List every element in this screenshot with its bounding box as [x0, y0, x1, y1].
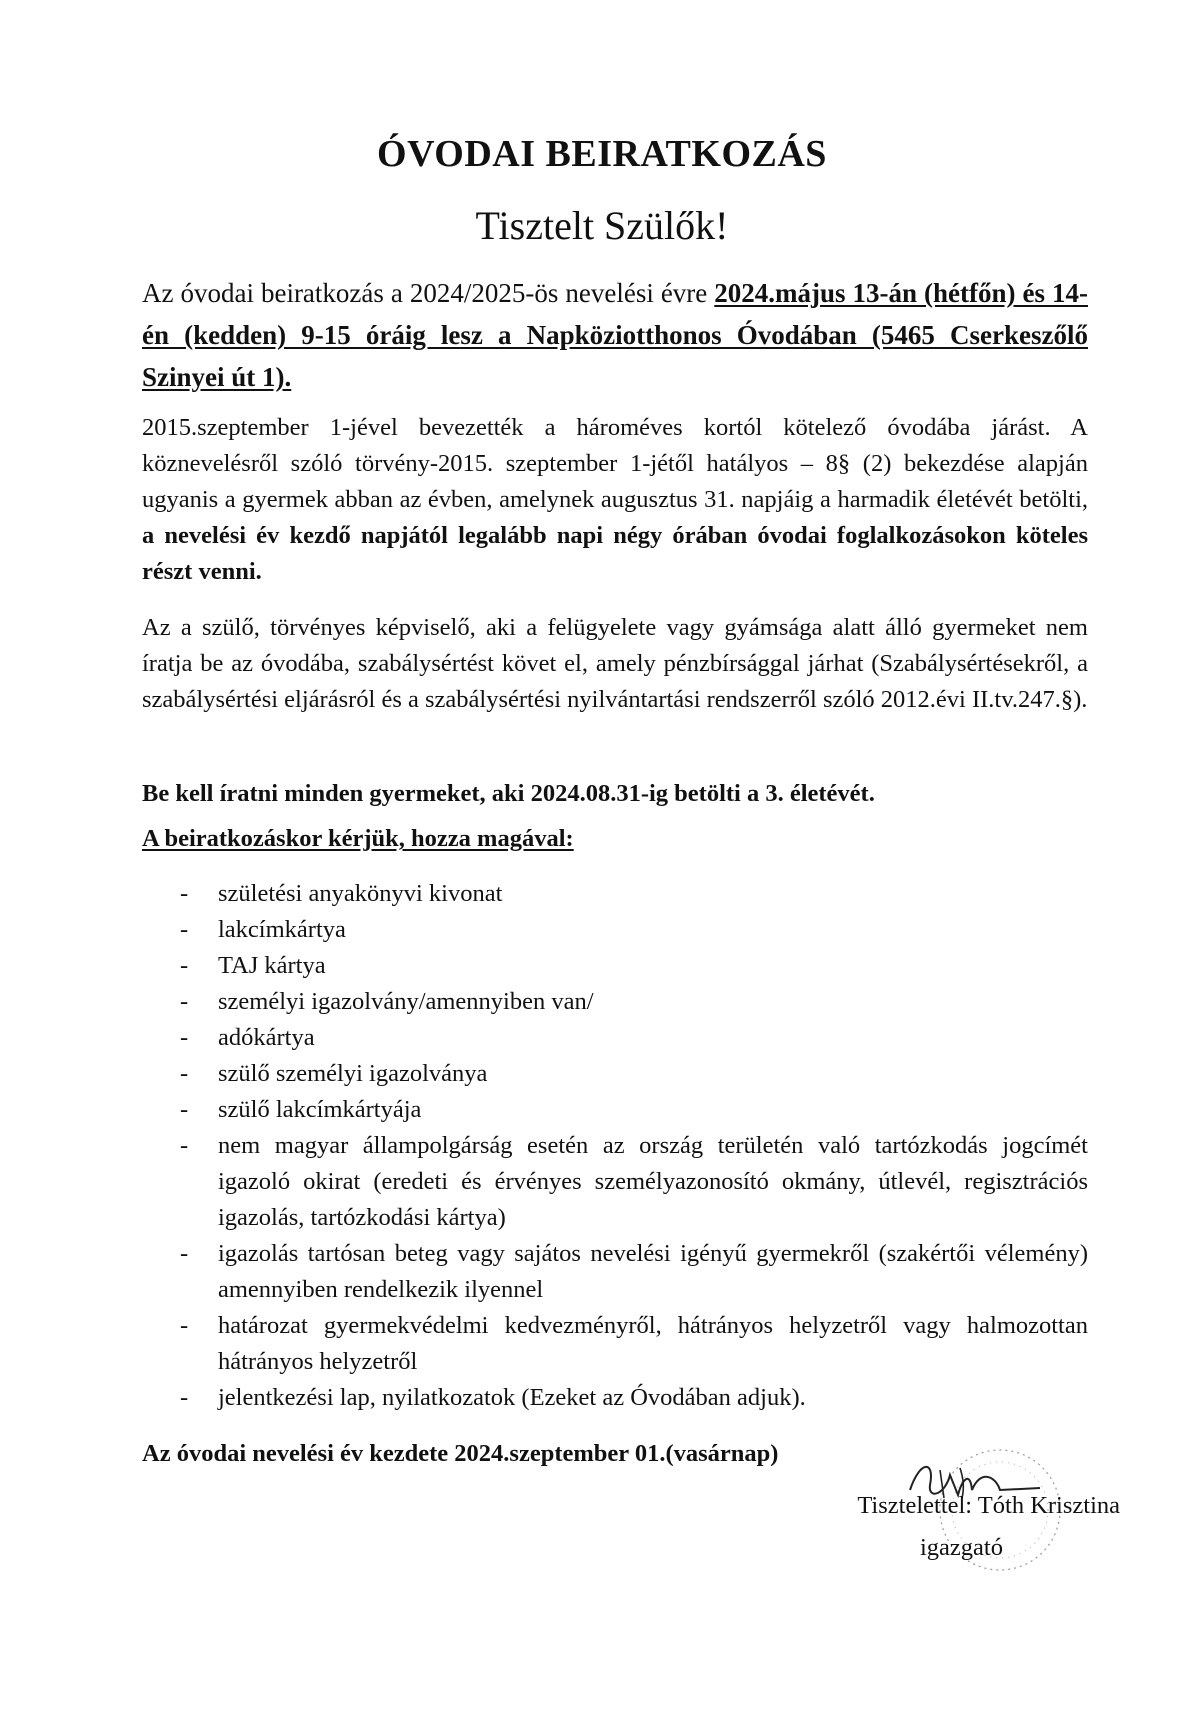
list-dash: - — [180, 988, 189, 1015]
list-dash: - — [180, 1060, 189, 1087]
list-item: - igazolás tartósan beteg vagy sajátos nevelési igényű gyermekről (szakértői vélemény) amennyiben rendelkezik ilyennel — [142, 1236, 1088, 1308]
law-obligation: a nevelési év kezdő napjától legalább napi négy órában óvodai foglalkozásokon köteles részt venni. — [142, 522, 1088, 585]
intro-paragraph — [142, 272, 1088, 398]
list-dash: - — [180, 1240, 189, 1267]
requirement-statement: Be kell íratni minden gyermeket, aki 2024.08.31-ig betölti a 3. életévét. — [142, 780, 875, 807]
school-year-start: Az óvodai nevelési év kezdete 2024.szeptember 01.(vasárnap) — [142, 1440, 779, 1467]
list-item: - adókártya — [142, 1020, 1088, 1056]
document-title: ÓVODAI BEIRATKOZÁS — [377, 133, 827, 175]
list-dash: - — [180, 1024, 189, 1051]
law-text: 2015.szeptember 1-jével bevezették a hároméves kortól kötelező óvodába járást. A köznevelésről szóló törvény-2015. szeptember 1-jétől hatályos – 8§ (2) bekezdése alapján ugyanis a gyermek abban az évben, amelynek augusztus 31. napjáig a harmadik életévét betölti, — [142, 414, 1088, 513]
list-dash: - — [180, 880, 189, 907]
list-dash: - — [180, 1132, 189, 1159]
enrollment-date-location: 2024.május 13-án (hétfőn) és 14-én (kedden) 9-15 óráig lesz a Napköziotthonos Óvodában (5465 Cserkeszőlő Szinyei út 1). — [142, 278, 1088, 392]
list-dash: - — [180, 1384, 189, 1411]
list-dash: - — [180, 916, 189, 943]
greeting: Tisztelt Szülők! — [475, 203, 729, 248]
list-item: - személyi igazolvány/amennyiben van/ — [142, 984, 1088, 1020]
list-item: - nem magyar állampolgárság esetén az ország területén való tartózkodás jogcímét igazoló okirat (eredeti és érvényes személyazonosító okmány, útlevél, regisztrációs igazolás, tartózkodási kártya) — [142, 1128, 1088, 1236]
list-dash: - — [180, 1312, 189, 1339]
penalty-paragraph: Az a szülő, törvényes képviselő, aki a felügyelete vagy gyámsága alatt álló gyermeket nem íratja be az óvodába, szabálysértést követ el, amely pénzbírsággal járhat (Szabálysértésekről, a szabálysértési eljárásról és a szabálysértési nyilvántartási rendszerről szóló 2012.évi II.tv.247.§). — [142, 614, 1088, 713]
list-dash: - — [180, 1096, 189, 1123]
list-item: - szülő lakcímkártyája — [142, 1092, 1088, 1128]
list-item: - szülő személyi igazolványa — [142, 1056, 1088, 1092]
closing-signature: Tisztelettel: Tóth Krisztina — [857, 1492, 1120, 1519]
list-item: - határozat gyermekvédelmi kedvezményről, hátrányos helyzetről vagy halmozottan hátrányos helyzetről — [142, 1308, 1088, 1380]
signer-title: igazgató — [920, 1534, 1003, 1561]
list-item: - születési anyakönyvi kivonat — [142, 876, 1088, 912]
list-item: - lakcímkártya — [142, 912, 1088, 948]
documents-list — [142, 876, 1088, 1416]
list-item: - jelentkezési lap, nyilatkozatok (Ezeket az Óvodában adjuk). — [142, 1380, 1088, 1416]
list-dash: - — [180, 952, 189, 979]
mandatory-attendance-paragraph — [142, 410, 1088, 590]
intro-text: Az óvodai beiratkozás a 2024/2025-ös nevelési évre — [142, 278, 715, 308]
bring-heading: A beiratkozáskor kérjük, hozza magával: — [142, 825, 574, 852]
list-item: - TAJ kártya — [142, 948, 1088, 984]
